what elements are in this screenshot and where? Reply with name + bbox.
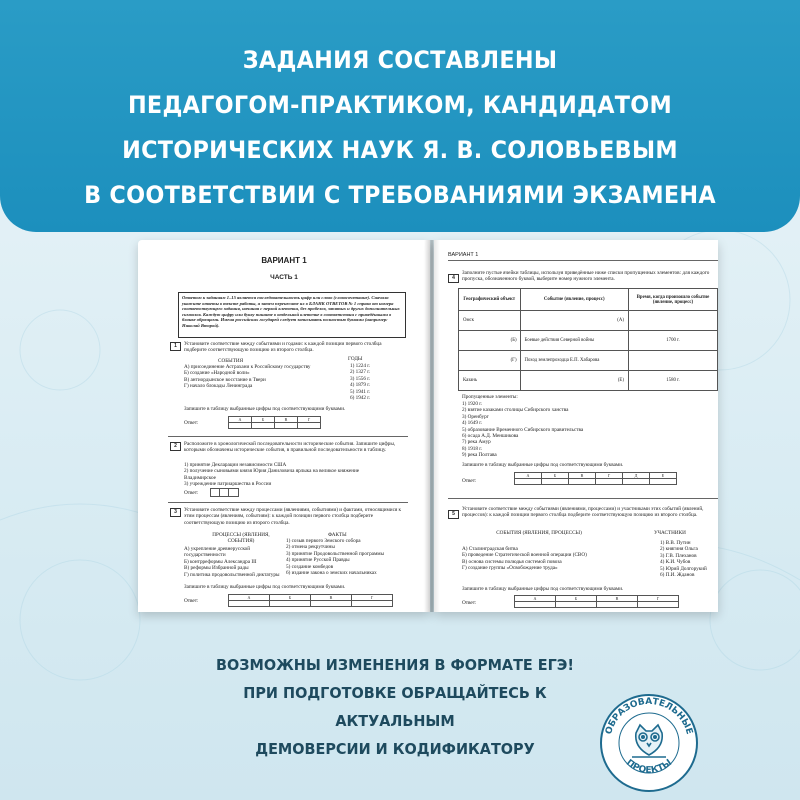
task-number: 4 [448,274,459,283]
table-header: Время, когда произошло событие (явление, процесс) [628,289,717,311]
answer-cell[interactable] [270,601,311,607]
divider [448,498,718,499]
table-header: Событие (явление, процесс) [520,289,628,311]
answer-cells[interactable] [210,488,239,497]
divider [168,436,408,437]
list-item: 4) 1879 г. [350,382,371,389]
event-list [462,546,642,572]
answer-header: Г [596,473,623,479]
list-item: 6) издание закона о земских начальниках [286,570,377,577]
list-item: Б) проведение Стратегической военной операции (СВО) [462,552,587,559]
process-list [184,546,284,578]
answer-header: Д [623,473,650,479]
answer-cell[interactable] [252,423,275,429]
table-cell: 1700 г. [628,331,717,351]
list-item: А) укрепление древнерусской государственности [184,546,251,559]
list-item: Б) контрреформы Александра III [184,558,257,565]
column-header: УЧАСТНИКИ [654,530,686,536]
list-item: 5) 1941 г. [350,388,371,395]
answer-header: В [311,595,352,601]
answer-header: А [515,473,542,479]
list-item: 4) 1649 г. [462,420,483,427]
answer-cell[interactable] [542,479,569,485]
missing-title: Пропущенные элементы: [462,394,518,400]
answer-cell[interactable] [596,479,623,485]
table-cell: (А) [520,311,628,331]
divider [168,502,408,503]
list-item: 1) принятие Декларации независимости США [184,462,287,468]
list-item: 1) созыв первого Земского собора [286,538,361,544]
banner-line: ЗАДАНИЯ СОСТАВЛЕНЫ [242,46,558,74]
list-item: 2) княгиня Ольга [660,546,698,553]
banner-line: ИСТОРИЧЕСКИХ НАУК Я. В. СОЛОВЬЕВЫМ [122,136,678,164]
column-header: ПРОЦЕССЫ (ЯВЛЕНИЯ, СОБЫТИЯ) [212,532,270,545]
fact-list [286,538,406,576]
answer-label: Ответ: [184,490,199,496]
logo-text-top: ОБРАЗОВАТЕЛЬНЫЕ [604,696,694,736]
answer-header: Г [638,596,679,602]
answer-label: Ответ: [462,600,477,606]
column-header: СОБЫТИЯ [218,358,244,364]
year-list [350,363,410,401]
answer-table [228,416,321,429]
answer-cell[interactable] [569,479,596,485]
answer-cell[interactable] [298,423,321,429]
table-cell: Поход землепроходца Е.П. Хабарова [520,351,628,371]
list-item: 6) осада А.Д. Меншикова [462,433,519,440]
list-item: Г) создание группы «Освобождение труда» [462,565,558,572]
task-note: Запишите в таблицу выбранные цифры под соответствующими буквами. [184,406,346,412]
answer-label: Ответ: [462,478,477,484]
list-item: 5) создание комбедов [286,563,334,570]
answer-header: Е [650,473,677,479]
task-text: Установите соответствие между событиями (явлениями, процессами) и участниками этих событий (явлений, процессов): к каждой позиции первого столбца подберите соответствующую позицию из второго столбца. [462,506,704,519]
banner-text [0,38,800,218]
list-item: 5) образование Временного Сибирского правительства [462,426,584,433]
list-item: 2) взятие казаками столицы Сибирского ханства [462,407,569,414]
table-cell: (Е) [520,371,628,391]
task-note: Запишите в таблицу выбранные цифры под соответствующими буквами. [184,584,346,590]
disclaimer-line: ВОЗМОЖНЫ ИЗМЕНЕНИЯ В ФОРМАТЕ ЕГЭ! [216,656,574,674]
list-item: 1) 1224 г. [350,363,371,369]
table-cell: 1580 г. [628,371,717,391]
answer-cell[interactable] [623,479,650,485]
list-item: 8) 1918 г. [462,445,483,452]
list-item: 3) Оренбург [462,413,489,420]
answer-cell[interactable] [311,601,352,607]
column-header: ГОДЫ [348,356,363,362]
part-title: ЧАСТЬ 1 [270,274,298,281]
answer-cell[interactable] [229,601,270,607]
table-cell: (Б) [459,331,521,351]
answer-header: В [597,596,638,602]
answer-header: Б [252,417,275,423]
left-page [138,240,430,612]
list-item: 1) В.В. Путин [660,540,691,546]
logo-text-bottom: ПРОЕКТЫ [623,757,675,776]
answer-header: А [229,595,270,601]
answer-cell[interactable] [515,602,556,608]
task-number: 5 [448,510,459,519]
answer-table [514,595,679,608]
people-list [660,540,718,578]
list-item: 3) 1556 г. [350,375,371,382]
task-number: 3 [170,508,181,517]
event-list [184,364,334,390]
page-header: ВАРИАНТ 1 [448,252,479,258]
list-item: Г) политика продовольственной диктатуры [184,571,280,578]
task-note: Запишите в таблицу выбранные цифры под соответствующими буквами. [462,586,624,592]
answer-header: Б [542,473,569,479]
task-number: 2 [170,442,181,451]
answer-header: В [569,473,596,479]
answer-label: Ответ: [184,420,199,426]
list-item: 9) река Полтава [462,452,497,459]
task-note: Запишите в таблицу выбранные цифры под соответствующими буквами. [462,462,624,468]
list-item: В) основа системы полюдья системой повоза [462,558,562,565]
table-cell: Казань [459,371,521,391]
answer-cell[interactable] [229,423,252,429]
instruction-box: Ответом к заданиям 1–15 является последовательность цифр или слово (словосочетание). Сначала укажите ответы в тексте работы, а затем перенесите их в БЛАНК ОТВЕТОВ № 1 справа от номера соответствующего задания, начиная с первой клеточки, без пробелов, запятых и других дополнительных символов. Каждую цифру или букву пишите в отдельной клеточке в соответствии с приведёнными в бланке образцами. Имена российских государей следует записывать полностью буквами (например: Николай Второй). [178,292,406,338]
disclaimer-line: ДЕМОВЕРСИИ И КОДИФИКАТОРУ [255,740,535,758]
task-number: 1 [170,342,181,351]
answer-cell[interactable] [638,602,679,608]
publisher-logo [594,685,704,795]
banner-line: В СООТВЕТСТВИИ С ТРЕБОВАНИЯМИ ЭКЗАМЕНА [84,181,716,209]
list-item: 7) река Амур [462,439,491,446]
answer-header: А [515,596,556,602]
list-item: В) реформы Избранной рады [184,565,249,572]
answer-table [228,594,393,607]
answer-header: Б [556,596,597,602]
divider [448,260,718,261]
list-item: 6) 1942 г. [350,395,371,402]
answer-header: Г [352,595,393,601]
table-cell: (Г) [459,351,521,371]
answer-header: Б [270,595,311,601]
list-item: 1) 1920 г. [462,401,483,407]
table-cell: Боевые действия Северной войны [520,331,628,351]
right-page [434,240,718,612]
answer-table [514,472,677,485]
column-header: ФАКТЫ [328,532,347,538]
table-cell [628,311,717,331]
task-text: Заполните пустые ячейки таблицы, используя приведённые ниже списки пропущенных элементов: для каждого пропуска, обозначенного буквой, выберите номер нужного элемента. [462,270,710,283]
list-item: Г) начало блокады Ленинграда [184,383,253,390]
list-item: В) антиордынское восстание в Твери [184,376,266,383]
list-item: 4) принятие Русской Правды [286,557,350,564]
answer-cell[interactable] [597,602,638,608]
list-item: А) Сталинградская битва [462,546,518,552]
top-banner [0,0,800,232]
task-text: Установите соответствие между процессами (явлениями, событиями) и фактами, относящимися к этим процессам (явлениям, событиям): к каждой позиции первого столбца подберите соответствующую позицию из второго столбца. [184,507,402,526]
list-item: 3) учреждение патриаршества в России [184,481,272,488]
variant-title: ВАРИАНТ 1 [261,256,307,265]
list-item: 2) 1327 г. [350,369,371,376]
list-item: 3) Г.В. Плеханов [660,552,697,559]
answer-header: В [275,417,298,423]
list-item: 5) Юрий Долгорукий [660,565,707,572]
list-item: 2) отмена рекрутчины [286,544,335,551]
table-cell: Омск [459,311,521,331]
book-spine [424,240,440,612]
disclaimer-line: ПРИ ПОДГОТОВКЕ ОБРАЩАЙТЕСЬ К АКТУАЛЬНЫМ [243,684,547,730]
answer-header: А [229,417,252,423]
answer-cell[interactable] [352,601,393,607]
missing-list [462,401,682,459]
disclaimer-text [185,651,605,763]
list-item: А) присоединение Астрахани к Российскому государству [184,364,311,370]
list-item: 6) П.И. Жданов [660,572,695,579]
list-item: 2) получение сыновьями князя Юрия Даниловича ярлыка на великое княжение Владимирское [184,468,360,481]
event-list [184,462,384,488]
answer-cell[interactable] [275,423,298,429]
table-header: Географический объект [459,289,521,311]
table-cell [628,351,717,371]
answer-label: Ответ: [184,598,199,604]
column-header: СОБЫТИЯ (ЯВЛЕНИЯ, ПРОЦЕССЫ) [496,530,582,536]
open-book [138,240,718,612]
answer-cell[interactable] [556,602,597,608]
list-item: 4) К.И. Чубов [660,559,691,566]
task-text: Установите соответствие между событиями и годами: к каждой позиции первого столбца подберите соответствующую позицию из второго столбца. [184,341,382,354]
banner-line: ПЕДАГОГОМ-ПРАКТИКОМ, КАНДИДАТОМ [127,91,673,119]
task4-table [458,288,718,391]
list-item: 3) принятие Продовольственной программы [286,550,385,557]
answer-cell[interactable] [515,479,542,485]
list-item: Б) создание «Народной воли» [184,370,250,377]
answer-header: Г [298,417,321,423]
task-text: Расположите в хронологической последовательности исторические события. Запишите цифры, которыми обозначены исторические события, в правильной последовательности в таблицу. [184,441,396,454]
answer-cell[interactable] [650,479,677,485]
